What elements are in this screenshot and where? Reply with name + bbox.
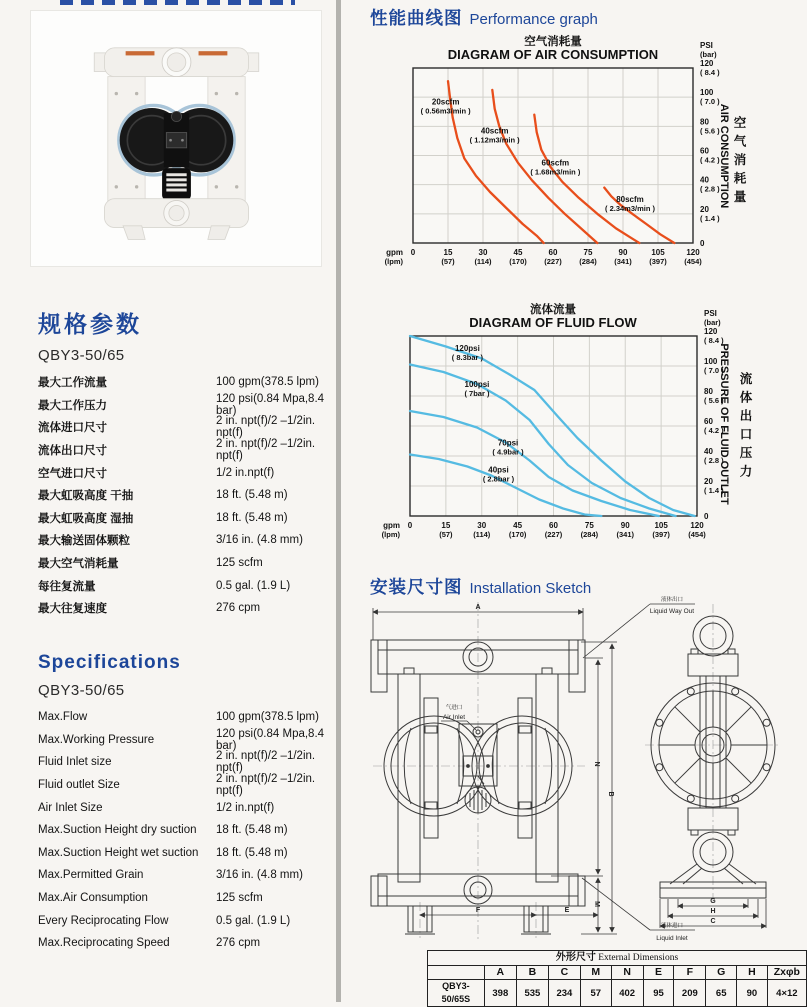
spec-value: 0.5 gal. (1.9 L) <box>216 579 291 592</box>
spec-row <box>38 887 326 910</box>
y-tick-sub: ( 7.0 ) <box>700 97 720 107</box>
spec-label: 最大工作流量 <box>38 377 107 390</box>
y-axis-header: (bar) <box>704 318 721 327</box>
spec-section-en <box>38 652 326 955</box>
spec-row <box>38 461 326 484</box>
dim-value: 398 <box>484 980 516 1007</box>
spec-label: Max.Reciprocating Speed <box>38 937 170 950</box>
series-label: 120psi <box>454 344 480 353</box>
spec-label: 最大往复速度 <box>38 603 107 616</box>
dim-g-label: G <box>710 898 716 905</box>
dim-value: 402 <box>611 980 643 1007</box>
spec-row <box>38 597 326 620</box>
series-label-sub: ( 7bar ) <box>464 389 490 398</box>
x-tick: 105 <box>654 521 668 530</box>
spec-value: 100 gpm(378.5 lpm) <box>216 376 319 389</box>
spec-value: 2 in. npt(f)/2 –1/2in. npt(f) <box>216 750 316 775</box>
y-tick: 60 <box>700 146 709 156</box>
series-label: 60scfm <box>541 158 570 168</box>
fluid-outlet-axis-label-cn: 流体出口压力 <box>738 372 752 483</box>
x-tick: 15 <box>443 248 453 257</box>
y-tick: 80 <box>704 387 713 396</box>
column-divider <box>336 0 341 1002</box>
spec-value: 120 psi(0.84 Mpa,8.4 bar) <box>216 392 325 417</box>
x-tick: 30 <box>478 248 488 257</box>
y-axis-header: (bar) <box>700 50 717 59</box>
spec-row <box>38 529 326 552</box>
x-axis-unit: gpm <box>386 248 403 257</box>
dim-e-label: E <box>564 907 570 914</box>
dim-value: 65 <box>706 980 737 1007</box>
spec-label: Max.Suction Height dry suction <box>38 824 197 837</box>
y-tick: 20 <box>700 204 709 214</box>
dim-b-label: B <box>607 791 614 797</box>
spec-label: Every Reciprocating Flow <box>38 914 169 927</box>
series-label-sub: ( 8.3bar ) <box>451 353 484 362</box>
dim-col-header: N <box>611 966 643 980</box>
spec-label: Max.Suction Height wet suction <box>38 846 199 859</box>
x-tick: 120 <box>686 248 700 257</box>
x-tick-sub: (227) <box>544 257 562 266</box>
chart-title-en: DIAGRAM OF AIR CONSUMPTION <box>447 47 659 62</box>
side-view <box>645 604 781 928</box>
dim-col-header: M <box>580 966 611 980</box>
spec-row <box>38 796 326 819</box>
y-axis-header: PSI <box>704 309 717 318</box>
x-tick-sub: (284) <box>579 257 597 266</box>
spec-value: 18 ft. (5.48 m) <box>216 846 288 859</box>
spec-row <box>38 371 326 394</box>
spec-row <box>38 416 326 439</box>
spec-value: 3/16 in. (4.8 mm) <box>216 534 303 547</box>
series-label: 80scfm <box>616 195 644 205</box>
chart-title-cn: 流体流量 <box>530 304 576 316</box>
dim-table-caption-cn: 外形尺寸 <box>555 952 596 963</box>
spec-label: 空气进口尺寸 <box>38 467 107 480</box>
spec-value: 18 ft. (5.48 m) <box>216 824 288 837</box>
spec-value: 1/2 in.npt(f) <box>216 801 275 814</box>
spec-section-cn <box>38 306 326 620</box>
spec-row <box>38 819 326 842</box>
chart-title-en: DIAGRAM OF FLUID FLOW <box>469 315 637 330</box>
dim-value: 4×12 <box>767 980 806 1007</box>
series-label-sub: ( 2.34m3/min ) <box>604 204 656 214</box>
x-tick-sub: (57) <box>441 257 455 266</box>
installation-heading-en: Installation Sketch <box>469 580 592 597</box>
installation-sketch <box>345 594 807 946</box>
diaphragm-pump-photo <box>79 21 274 256</box>
y-tick-sub: ( 4.2 ) <box>700 155 720 165</box>
spec-label: Fluid Inlet size <box>38 756 112 769</box>
spec-label: Fluid outlet Size <box>38 779 120 792</box>
series-label: 40scfm <box>480 126 509 136</box>
y-tick-sub: ( 1.4 ) <box>704 486 724 495</box>
air-consumption-axis-label-cn: 空气消耗量 <box>732 116 746 209</box>
dim-h-label: H <box>710 908 716 915</box>
x-tick: 60 <box>549 521 558 530</box>
spec-value: 2 in. npt(f)/2 –1/2in. npt(f) <box>216 773 316 798</box>
x-tick: 75 <box>584 521 594 530</box>
x-axis-unit: (lpm) <box>381 530 400 539</box>
spec-row <box>38 729 326 752</box>
dim-m-label: M <box>593 901 600 907</box>
x-tick: 105 <box>651 248 665 257</box>
series-label-sub: ( 1.12m3/min ) <box>469 135 520 145</box>
x-tick-sub: (114) <box>473 530 491 539</box>
x-tick: 90 <box>620 521 630 530</box>
dim-value: 535 <box>516 980 548 1007</box>
x-tick-sub: (170) <box>509 257 527 266</box>
spec-value: 18 ft. (5.48 m) <box>216 489 288 502</box>
external-dimensions-table <box>427 950 807 1007</box>
y-tick-sub: ( 5.6 ) <box>700 126 720 136</box>
spec-model-cn: QBY3-50/65 <box>38 347 125 364</box>
y-tick-sub: ( 4.2 ) <box>704 426 724 435</box>
y-tick-sub: ( 2.8 ) <box>704 456 724 465</box>
x-tick-sub: (397) <box>652 530 670 539</box>
spec-row <box>38 394 326 417</box>
y-tick: 40 <box>704 447 713 456</box>
x-tick-sub: (341) <box>616 530 635 539</box>
spec-label: Air Inlet Size <box>38 801 103 814</box>
spec-value: 3/16 in. (4.8 mm) <box>216 869 303 882</box>
spec-label: 流体进口尺寸 <box>38 422 107 435</box>
installation-heading-cn: 安装尺寸图 <box>370 577 463 597</box>
spec-row <box>38 439 326 462</box>
dim-table-corner <box>428 966 485 980</box>
x-tick-sub: (114) <box>474 257 492 266</box>
series-label: 20scfm <box>431 97 460 107</box>
x-axis-unit: (lpm) <box>384 257 403 266</box>
y-tick-sub: ( 2.8 ) <box>700 184 720 194</box>
spec-row <box>38 909 326 932</box>
spec-value: 276 cpm <box>216 937 261 950</box>
y-tick: 0 <box>700 239 705 248</box>
dim-a-label: A <box>475 604 481 611</box>
y-tick-sub: ( 8.4 ) <box>704 336 724 345</box>
air-inlet-label-en: Air Inlet <box>442 714 466 721</box>
y-tick-sub: ( 8.4 ) <box>700 68 720 77</box>
dim-col-header: F <box>674 966 706 980</box>
chart-title-cn: 空气消耗量 <box>524 36 582 48</box>
spec-label: 最大虹吸高度 干抽 <box>38 490 134 503</box>
spec-row <box>38 864 326 887</box>
spec-row <box>38 706 326 729</box>
y-tick-sub: ( 1.4 ) <box>700 213 720 223</box>
x-tick-sub: (57) <box>439 530 453 539</box>
x-tick-sub: (170) <box>508 530 527 539</box>
dim-col-header: H <box>737 966 768 980</box>
dim-table-caption-en: External Dimensions <box>595 953 679 963</box>
dim-col-header: C <box>548 966 580 980</box>
air-inlet-label-cn: 气进口 <box>445 705 463 711</box>
spec-title-cn: 规格参数 <box>38 311 142 337</box>
product-photo-box <box>30 10 322 267</box>
liquid-in-label-cn: 液体进口 <box>660 923 684 929</box>
spec-rows-cn <box>38 371 326 620</box>
y-tick-sub: ( 7.0 ) <box>704 366 724 375</box>
series-label-sub: ( 1.68m3/min ) <box>530 167 581 177</box>
spec-value: 276 cpm <box>216 602 261 615</box>
performance-heading-cn: 性能曲线图 <box>370 8 463 28</box>
x-tick: 30 <box>477 521 487 530</box>
spec-value: 0.5 gal. (1.9 L) <box>216 914 291 927</box>
dim-value: 90 <box>737 980 768 1007</box>
y-tick: 80 <box>700 117 709 127</box>
spec-model-en: QBY3-50/65 <box>38 682 125 699</box>
spec-title-en: Specifications <box>38 652 181 673</box>
dim-col-header: G <box>706 966 737 980</box>
dim-table <box>427 950 807 1007</box>
x-tick-sub: (454) <box>684 257 702 266</box>
spec-row <box>38 774 326 797</box>
y-tick: 20 <box>704 477 713 486</box>
x-tick-sub: (397) <box>649 257 667 266</box>
spec-value: 1/2 in.npt(f) <box>216 466 275 479</box>
y-tick-sub: ( 5.6 ) <box>704 396 724 405</box>
spec-row <box>38 574 326 597</box>
spec-row <box>38 552 326 575</box>
y-tick: 100 <box>704 357 718 366</box>
spec-label: Max.Flow <box>38 711 88 724</box>
spec-label: Max.Working Pressure <box>38 733 155 746</box>
spec-label: 最大虹吸高度 湿抽 <box>38 512 134 525</box>
spec-rows-en <box>38 706 326 955</box>
spec-label: 每往复流量 <box>38 580 96 593</box>
spec-label: 最大空气消耗量 <box>38 558 119 571</box>
spec-value: 100 gpm(378.5 lpm) <box>216 711 319 724</box>
series-label: 100psi <box>464 380 490 389</box>
y-tick: 60 <box>704 417 713 426</box>
dim-n-label: N <box>593 761 600 767</box>
dim-col-header: Zxφb <box>767 966 806 980</box>
series-label: 40psi <box>488 465 509 475</box>
dim-row-label: QBY3-50/65S <box>428 980 485 1007</box>
clipped-page-title <box>60 0 295 5</box>
dim-f-label: F <box>475 907 481 914</box>
spec-row <box>38 842 326 865</box>
dim-table-caption <box>428 951 807 966</box>
dim-c-label: C <box>710 918 716 925</box>
x-tick-sub: (341) <box>614 257 632 266</box>
dim-col-header: A <box>484 966 516 980</box>
front-view <box>371 602 695 942</box>
dim-value: 95 <box>643 980 674 1007</box>
x-tick: 45 <box>513 248 523 257</box>
spec-row <box>38 932 326 955</box>
x-tick: 60 <box>548 248 558 257</box>
x-tick: 90 <box>618 248 628 257</box>
fluid-outlet-axis-label-en: PRESSURE OF FLUID OUTLET <box>718 343 730 505</box>
spec-value: 2 in. npt(f)/2 –1/2in. npt(f) <box>216 438 316 463</box>
performance-heading <box>370 5 598 30</box>
x-tick: 15 <box>441 521 451 530</box>
dim-value: 234 <box>548 980 580 1007</box>
y-tick: 120 <box>700 59 714 68</box>
spec-label: Max.Permitted Grain <box>38 869 144 882</box>
y-tick: 100 <box>700 88 714 98</box>
dim-value: 57 <box>580 980 611 1007</box>
spec-value: 125 scfm <box>216 557 263 570</box>
performance-heading-en: Performance graph <box>469 11 598 28</box>
x-tick-sub: (454) <box>688 530 706 539</box>
series-label: 70psi <box>497 438 519 448</box>
spec-row <box>38 507 326 530</box>
x-tick: 120 <box>690 521 704 530</box>
dim-col-header: E <box>643 966 674 980</box>
spec-row <box>38 751 326 774</box>
spec-value: 18 ft. (5.48 m) <box>216 511 288 524</box>
liquid-out-label-cn: 液体出口 <box>660 597 684 603</box>
x-tick: 0 <box>410 248 416 257</box>
spec-label: Max.Air Consumption <box>38 892 148 905</box>
spec-value: 2 in. npt(f)/2 –1/2in. npt(f) <box>216 415 316 440</box>
air-consumption-axis-label-en: AIR CONSUMPTION <box>718 103 730 209</box>
liquid-out-label-en: Liquid Way Out <box>649 608 695 615</box>
spec-value: 120 psi(0.84 Mpa,8.4 bar) <box>216 727 325 752</box>
series-label-sub: ( 2.8bar ) <box>482 474 515 484</box>
spec-label: 流体出口尺寸 <box>38 445 107 458</box>
y-tick: 40 <box>700 175 709 185</box>
dim-value: 209 <box>674 980 706 1007</box>
y-tick: 0 <box>704 512 709 521</box>
y-axis-header: PSI <box>700 41 713 50</box>
spec-row <box>38 484 326 507</box>
x-tick: 75 <box>583 248 593 257</box>
y-tick: 120 <box>704 327 718 336</box>
spec-label: 最大工作压力 <box>38 399 107 412</box>
x-axis-unit: gpm <box>383 521 400 530</box>
x-tick-sub: (284) <box>580 530 599 539</box>
series-label-sub: ( 4.9bar ) <box>492 447 524 457</box>
x-tick: 45 <box>513 521 523 530</box>
x-tick-sub: (227) <box>544 530 563 539</box>
liquid-in-label-en: Liquid Inlet <box>656 935 688 942</box>
x-tick: 0 <box>407 521 413 530</box>
series-label-sub: ( 0.56m3/min ) <box>420 106 471 116</box>
dim-col-header: B <box>516 966 548 980</box>
spec-value: 125 scfm <box>216 892 263 905</box>
spec-label: 最大输送固体颗粒 <box>38 535 130 548</box>
